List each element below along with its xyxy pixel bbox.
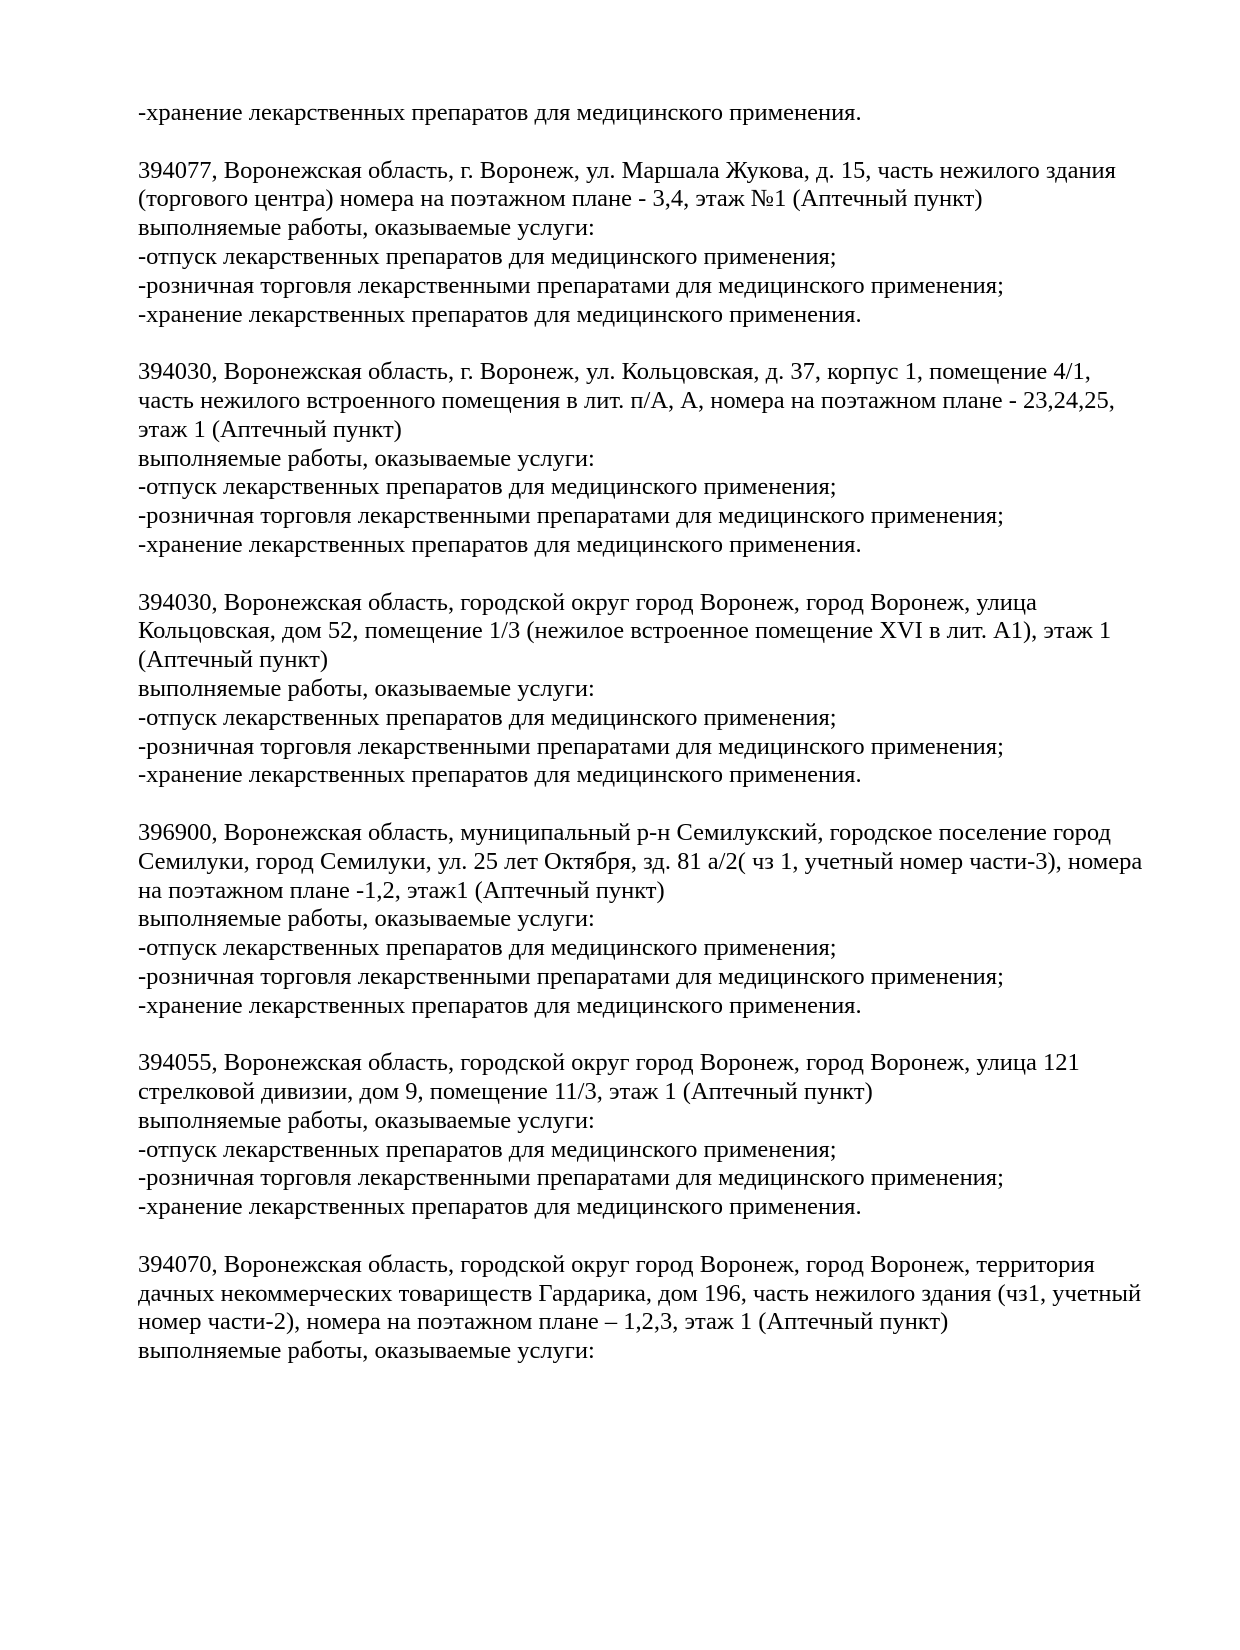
- text-line: 396900, Воронежская область, муниципальный р-н Семилукский, городское поселение город: [138, 818, 1111, 846]
- paragraph: [138, 589, 1198, 791]
- text-line: -хранение лекарственных препаратов для медицинского применения.: [138, 99, 862, 126]
- text-line: -отпуск лекарственных препаратов для медицинского применения;: [138, 242, 837, 270]
- text-line: -отпуск лекарственных препаратов для медицинского применения;: [138, 703, 837, 731]
- document-body: [138, 99, 1198, 1366]
- text-line: стрелковой дивизии, дом 9, помещение 11/3, этаж 1 (Аптечный пункт): [138, 1078, 873, 1106]
- text-line: номер части-2), номера на поэтажном плане – 1,2,3, этаж 1 (Аптечный пункт): [138, 1308, 949, 1336]
- text-line: Кольцовская, дом 52, помещение 1/3 (нежилое встроенное помещение XVI в лит. А1), этаж 1: [138, 617, 1112, 645]
- paragraph: [138, 99, 1198, 128]
- text-line: -хранение лекарственных препаратов для медицинского применения.: [138, 1193, 862, 1221]
- text-line: -розничная торговля лекарственными препаратами для медицинского применения;: [138, 732, 1004, 760]
- text-line: -отпуск лекарственных препаратов для медицинского применения;: [138, 934, 837, 962]
- text-line: на поэтажном плане -1,2, этаж1 (Аптечный пункт): [138, 876, 665, 904]
- paragraph: [138, 1251, 1198, 1366]
- text-line: выполняемые работы, оказываемые услуги:: [138, 444, 595, 472]
- text-line: -розничная торговля лекарственными препаратами для медицинского применения;: [138, 502, 1004, 530]
- text-line: дачных некоммерческих товариществ Гардарика, дом 196, часть нежилого здания (чз1, учетный: [138, 1279, 1142, 1307]
- text-line: выполняемые работы, оказываемые услуги:: [138, 1106, 595, 1134]
- text-line: выполняемые работы, оказываемые услуги:: [138, 214, 595, 242]
- text-line: (торгового центра) номера на поэтажном плане - 3,4, этаж №1 (Аптечный пункт): [138, 185, 983, 213]
- text-line: 394030, Воронежская область, городской округ город Воронеж, город Воронеж, улица: [138, 588, 1037, 616]
- paragraph: [138, 1049, 1198, 1222]
- text-line: -розничная торговля лекарственными препаратами для медицинского применения;: [138, 962, 1004, 990]
- text-line: -хранение лекарственных препаратов для медицинского применения.: [138, 300, 862, 328]
- text-line: этаж 1 (Аптечный пункт): [138, 415, 402, 443]
- paragraph: [138, 157, 1198, 330]
- text-line: часть нежилого встроенного помещения в лит. п/А, А, номера на поэтажном плане - 23,24,25,: [138, 386, 1115, 414]
- text-line: 394030, Воронежская область, г. Воронеж, ул. Кольцовская, д. 37, корпус 1, помещение 4/1,: [138, 358, 1091, 386]
- text-line: -хранение лекарственных препаратов для медицинского применения.: [138, 530, 862, 558]
- text-line: 394077, Воронежская область, г. Воронеж, ул. Маршала Жукова, д. 15, часть нежилого здания: [138, 156, 1116, 184]
- text-line: (Аптечный пункт): [138, 646, 328, 674]
- text-line: выполняемые работы, оказываемые услуги:: [138, 905, 595, 933]
- text-line: -розничная торговля лекарственными препаратами для медицинского применения;: [138, 1164, 1004, 1192]
- paragraph: [138, 358, 1198, 560]
- text-line: выполняемые работы, оказываемые услуги:: [138, 1337, 595, 1365]
- text-line: выполняемые работы, оказываемые услуги:: [138, 674, 595, 702]
- paragraph: [138, 819, 1198, 1021]
- text-line: -отпуск лекарственных препаратов для медицинского применения;: [138, 473, 837, 501]
- text-line: -хранение лекарственных препаратов для медицинского применения.: [138, 991, 862, 1019]
- text-line: -отпуск лекарственных препаратов для медицинского применения;: [138, 1135, 837, 1163]
- text-line: -хранение лекарственных препаратов для медицинского применения.: [138, 761, 862, 789]
- text-line: Семилуки, город Семилуки, ул. 25 лет Октября, зд. 81 а/2( чз 1, учетный номер части-3), номера: [138, 847, 1143, 875]
- text-line: 394055, Воронежская область, городской округ город Воронеж, город Воронеж, улица 121: [138, 1049, 1080, 1077]
- text-line: 394070, Воронежская область, городской округ город Воронеж, город Воронеж, территория: [138, 1250, 1095, 1278]
- text-line: -розничная торговля лекарственными препаратами для медицинского применения;: [138, 271, 1004, 299]
